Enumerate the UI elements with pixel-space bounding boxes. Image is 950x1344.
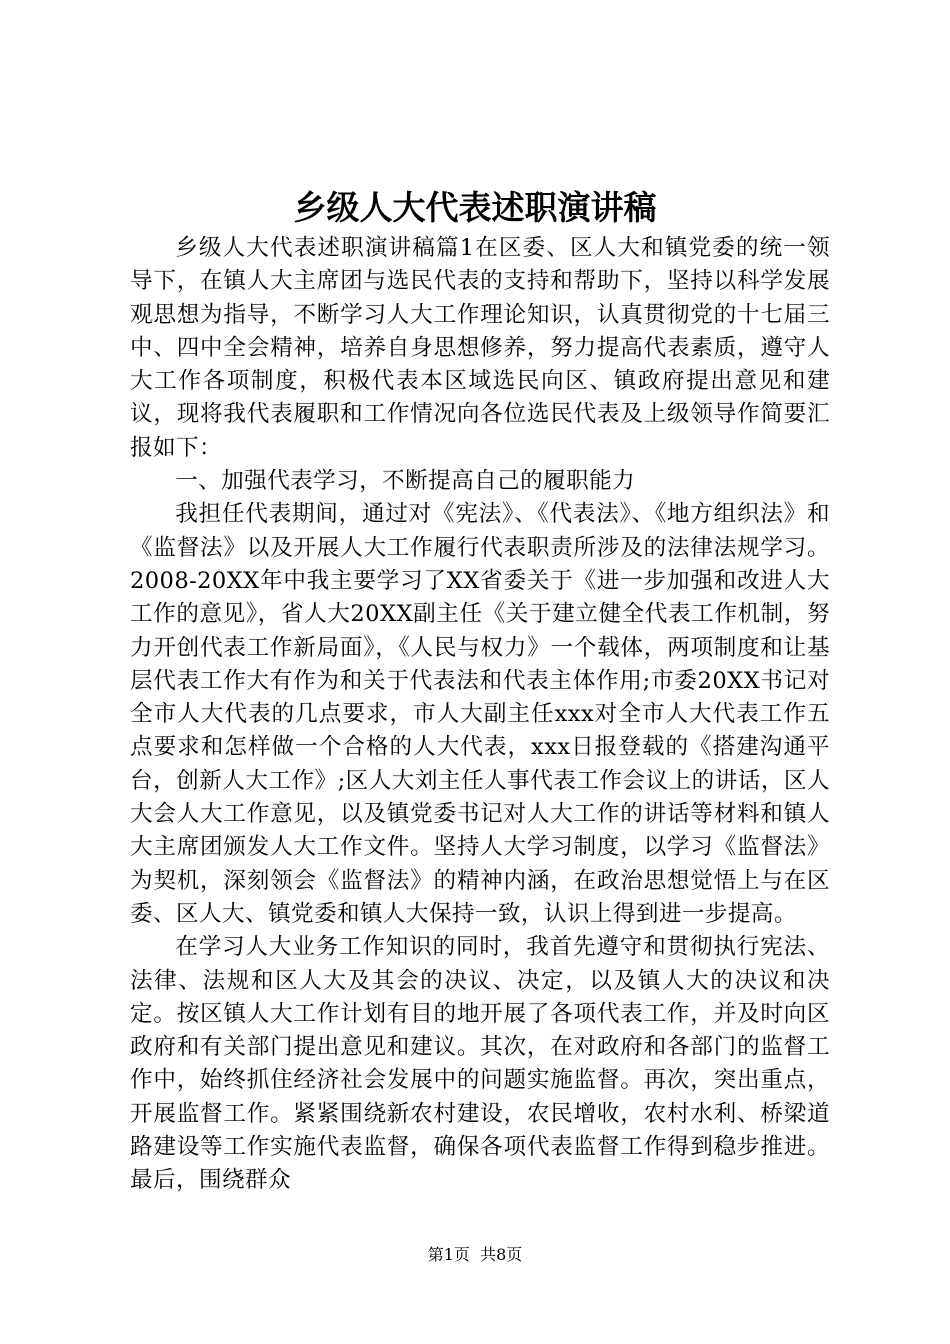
page-total: 共8页 xyxy=(480,1245,523,1264)
section-heading: 一、加强代表学习，不断提高自己的履职能力 xyxy=(175,468,636,495)
document-title: 乡级人大代表述职演讲稿 xyxy=(293,188,657,227)
document-body xyxy=(130,232,830,1198)
paragraph-supervision: 在学习人大业务工作知识的同时，我首先遵守和贯彻执行宪法、法律、法规和区人大及其会的决议、决定，以及镇人大的决议和决定。按区镇人大工作计划有目的地开展了各项代表工作，并及时向区政府和有关部门提出意见和建议。其次，在对政府和各部门的监督工作中，始终抓住经济社会发展中的问题实施监督。再次，突出重点，开展监督工作。紧紧围绕新农村建设，农民增收，农村水利、桥梁道路建设等工作实施代表监督，确保各项代表监督工作得到稳步推进。最后，围绕群众 xyxy=(130,934,830,1194)
paragraph-study: 我担任代表期间，通过对《宪法》、《代表法》、《地方组织法》和《监督法》以及开展人大工作履行代表职责所涉及的法律法规学习。2008-20XX年中我主要学习了XX省委关于《进一步加强和改进人大工作的意见》，省人大20XX副主任《关于建立健全代表工作机制，努力开创代表工作新局面》，《人民与权力》一个载体，两项制度和让基层代表工作大有作为和关于代表法和代表主体作用;市委20XX书记对全市人大代表的几点要求，市人大副主任xxx对全市人大代表工作五点要求和怎样做一个合格的人大代表，xxx日报登载的《搭建沟通平台，创新人大工作》;区人大刘主任人事代表工作会议上的讲话，区人大会人大工作意见，以及镇党委书记对人大工作的讲话等材料和镇人大主席团颁发人大工作文件。坚持人大学习制度，以学习《监督法》为契机，深刻领会《监督法》的精神内涵，在政治思想觉悟上与在区委、区人大、镇党委和镇人大保持一致，认识上得到进一步提高。 xyxy=(130,501,830,927)
page-footer xyxy=(0,1242,950,1265)
page-number: 第1页 xyxy=(427,1245,470,1264)
paragraph-intro: 乡级人大代表述职演讲稿篇1在区委、区人大和镇党委的统一领导下，在镇人大主席团与选民代表的支持和帮助下，坚持以科学发展观思想为指导，不断学习人大工作理论知识，认真贯彻党的十七届三中、四中全会精神，培养自身思想修养，努力提高代表素质，遵守人大工作各项制度，积极代表本区域选民向区、镇政府提出意见和建议，现将我代表履职和工作情况向各位选民代表及上级领导作简要汇报如下： xyxy=(130,235,830,461)
